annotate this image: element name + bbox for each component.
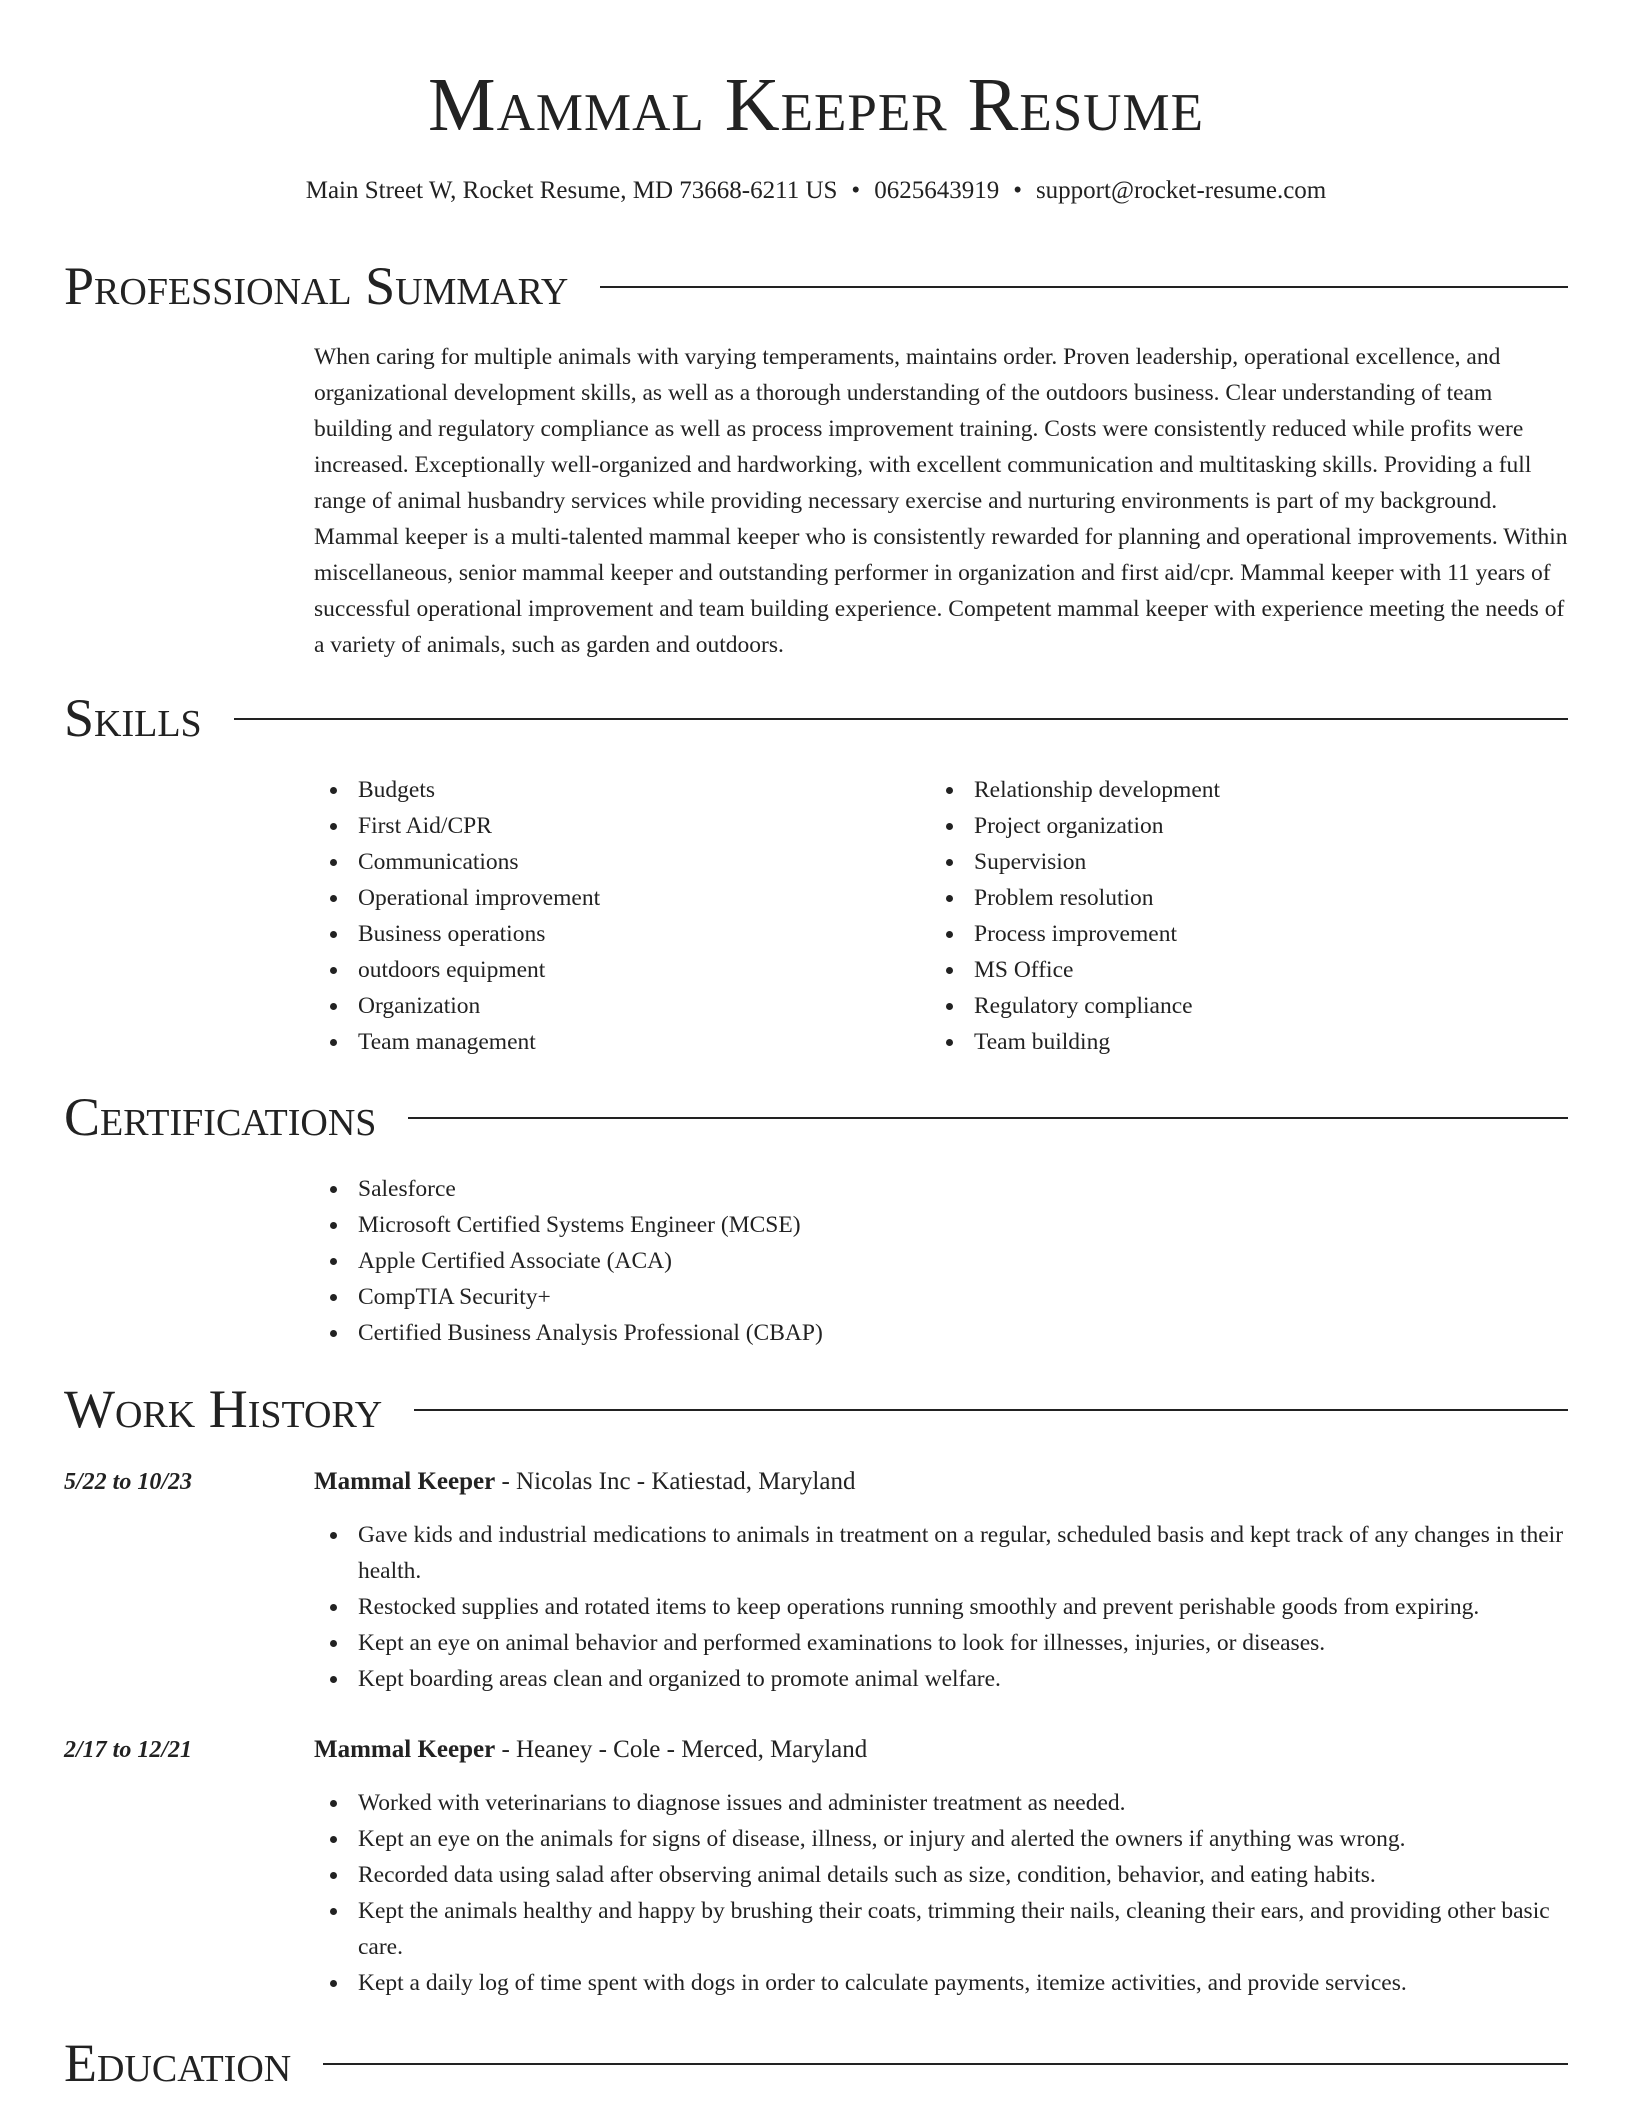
list-item: Kept the animals healthy and happy by brushing their coats, trimming their nails, cleaning their ears, and providing other basic care. [314,1893,1570,1965]
list-item: Process improvement [930,916,1570,952]
section-title: Professional Summary [64,256,569,316]
list-item: Kept an eye on the animals for signs of disease, illness, or injury and alerted the owners if anything was wrong. [314,1821,1570,1857]
skills-list [314,772,914,1060]
section-header-certifications [64,1085,1568,1149]
list-item: Project organization [930,808,1570,844]
section-header-skills [64,686,1568,750]
section-header-work-history [64,1377,1568,1441]
divider [408,1117,1568,1119]
phone: 0625643919 [874,177,1000,204]
job-bullets-column [314,1785,1570,2001]
job-heading [314,1732,867,1768]
summary-text: When caring for multiple animals with varying temperaments, maintains order. Proven leadership, operational excellence, and organizational development skills, as well as a thorough understanding of the outdoors business. Clear understanding of team building and regulatory compliance as well as process improvement training. Costs were consistently reduced while profits were increased. Exceptionally well-organized and hardworking, with excellent communication and multitasking skills. Providing a full range of animal husbandry services while providing necessary exercise and nurturing environments is part of my background. Mammal keeper is a multi-talented mammal keeper who is consistently rewarded for planning and operational improvements. Within miscellaneous, senior mammal keeper and outstanding performer in organization and first aid/cpr. Mammal keeper with 11 years of successful operational improvement and team building experience. Competent mammal keeper with experience meeting the needs of a variety of animals, such as garden and outdoors. [314,344,1568,658]
divider [600,286,1568,288]
section-title: Certifications [64,1087,377,1147]
list-item: Kept boarding areas clean and organized to promote animal welfare. [314,1661,1570,1697]
job-title: Mammal Keeper [314,1468,496,1495]
divider [414,1409,1568,1411]
email: support@rocket-resume.com [1035,177,1327,204]
separator: • [851,177,861,204]
skills-right-column [930,772,1570,1060]
list-item: First Aid/CPR [314,808,914,844]
skills-left-column [314,772,914,1060]
list-item: Team building [930,1024,1570,1060]
job-heading [314,1464,855,1500]
job-title: Mammal Keeper [314,1736,496,1763]
list-item: MS Office [930,952,1570,988]
job-employer: - Heaney - Cole - Merced, Maryland [495,1736,868,1763]
section-header-summary [64,254,1568,318]
section-title: Education [64,2033,292,2093]
divider [323,2063,1568,2065]
list-item: Business operations [314,916,914,952]
certifications-column [314,1171,1570,1351]
job-bullet-list [314,1785,1570,2001]
list-item: Salesforce [314,1171,1570,1207]
list-item: Microsoft Certified Systems Engineer (MCSE) [314,1207,1570,1243]
list-item: Organization [314,988,914,1024]
job-employer: - Nicolas Inc - Katiestad, Maryland [495,1468,856,1495]
section-header-education [64,2031,1568,2095]
divider [234,718,1568,720]
job-dates: 5/22 to 10/23 [64,1469,193,1495]
list-item: Budgets [314,772,914,808]
list-item: Relationship development [930,772,1570,808]
list-item: Certified Business Analysis Professional (CBAP) [314,1315,1570,1351]
list-item: Recorded data using salad after observing animal details such as size, condition, behavior, and eating habits. [314,1857,1570,1893]
skills-list [930,772,1570,1060]
section-title: Skills [64,688,202,748]
list-item: Problem resolution [930,880,1570,916]
job-bullet-list [314,1517,1570,1697]
list-item: CompTIA Security+ [314,1279,1570,1315]
job-bullets-column [314,1517,1570,1697]
list-item: outdoors equipment [314,952,914,988]
address: Main Street W, Rocket Resume, MD 73668-6211 US [305,177,838,204]
list-item: Communications [314,844,914,880]
list-item: Gave kids and industrial medications to animals in treatment on a regular, scheduled basis and kept track of any changes in their health. [314,1517,1570,1589]
list-item: Regulatory compliance [930,988,1570,1024]
list-item: Restocked supplies and rotated items to keep operations running smoothly and prevent perishable goods from expiring. [314,1589,1570,1625]
job-dates: 2/17 to 12/21 [64,1737,193,1763]
list-item: Team management [314,1024,914,1060]
separator: • [1013,177,1022,204]
resume-title: Mammal Keeper Resume [428,63,1204,147]
section-title: Work History [64,1379,383,1439]
list-item: Kept a daily log of time spent with dogs in order to calculate payments, itemize activities, and provide services. [314,1965,1570,2001]
list-item: Operational improvement [314,880,914,916]
list-item: Kept an eye on animal behavior and performed examinations to look for illnesses, injuries, or diseases. [314,1625,1570,1661]
certifications-list [314,1171,1570,1351]
contact-line [0,174,1632,208]
list-item: Worked with veterinarians to diagnose issues and administer treatment as needed. [314,1785,1570,1821]
list-item: Apple Certified Associate (ACA) [314,1243,1570,1279]
list-item: Supervision [930,844,1570,880]
